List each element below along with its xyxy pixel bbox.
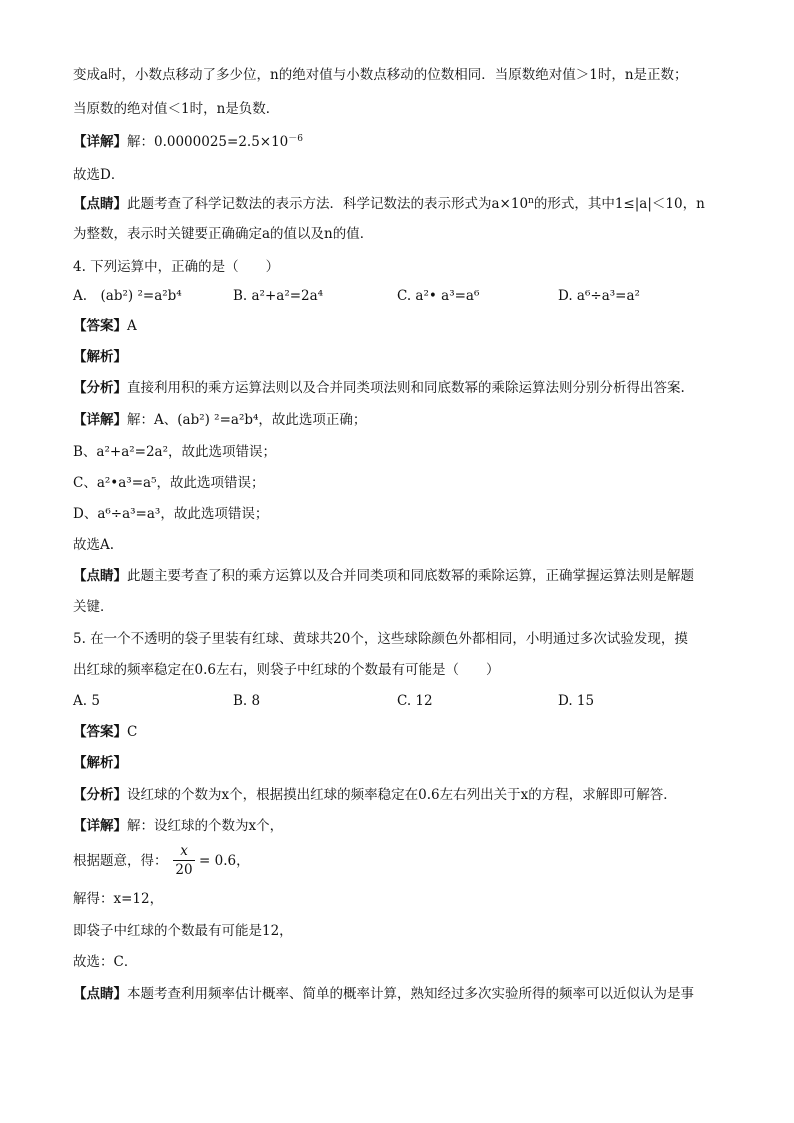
question-5: 5. 在一个不透明的袋子里装有红球、黄球共20个，这些球除颜色外都相同，小明通过多次试验发现，摸 <box>73 631 688 647</box>
answer-line: 【答案】C <box>73 724 138 740</box>
option-b: B. 8 <box>233 693 261 709</box>
text-line: B、a²+a²=2a²，故此选项错误； <box>73 444 277 460</box>
remark-line: 【点睛】此题考查了科学记数法的表示方法．科学记数法的表示形式为$a\times 10^n$的形式，其中1≤|a|＜10，n <box>73 196 705 212</box>
text-line: 故选D． <box>73 167 125 183</box>
text-line: D、a⁶÷a³=a³，故此选项错误； <box>73 506 269 522</box>
option-b: B. a²+a²=2a⁴ <box>233 288 324 304</box>
option-d: D. a⁶÷a³=a² <box>558 288 640 304</box>
remark-line: 【点睛】此题主要考查了积的乘方运算以及合并同类项和同底数幂的乘除运算，正确掌握运算法则是解题 <box>73 568 694 584</box>
text-line: C、a²•a³=a⁵，故此选项错误； <box>73 475 265 491</box>
detail-line: 【详解】解：$0.0000025=2.5\times 10^{-6}$ <box>73 134 304 150</box>
analysis-line: 【分析】直接利用积的乘方运算法则以及合并同类项法则和同底数幂的乘除运算法则分别分析得出答案. <box>73 380 685 396</box>
remark-line: 【点睛】本题考查利用频率估计概率、简单的概率计算，熟知经过多次实验所得的频率可以近似认为是事 <box>73 986 694 1002</box>
option-d: D. 15 <box>558 693 595 709</box>
question-4: 4. 下列运算中，正确的是（ ） <box>73 259 280 275</box>
text-line: 为整数，表示时关键要正确确定a的值以及n的值． <box>73 226 374 242</box>
fraction-bar <box>173 860 195 861</box>
analysis-line: 【分析】设红球的个数为x个，根据摸出红球的频率稳定在0.6左右列出关于x的方程，求解即可解答． <box>73 787 677 803</box>
option-a: A. 5 <box>73 693 100 709</box>
option-c: C. 12 <box>397 693 433 709</box>
text-line: 当原数的绝对值＜1时，n是负数． <box>73 101 280 117</box>
text-line: 出红球的频率稳定在0.6左右，则袋子中红球的个数最有可能是（ ） <box>73 662 500 678</box>
fraction <box>173 843 195 878</box>
fraction-numerator: x <box>180 843 188 859</box>
analysis-heading: 【解析】 <box>73 755 127 771</box>
detail-line: 【详解】解：设红球的个数为x个， <box>73 818 284 834</box>
text-line: 即袋子中红球的个数最有可能是12， <box>73 923 293 939</box>
equation-prefix: 根据题意，得： <box>73 853 168 869</box>
answer-line: 【答案】A <box>73 318 137 334</box>
text-line: 故选A. <box>73 537 115 553</box>
option-a: A. (ab²) ²=a²b⁴ <box>73 288 182 304</box>
option-c: C. a²• a³=a⁶ <box>397 288 480 304</box>
text-line: 关键． <box>73 599 114 615</box>
equation-rest: = 0.6， <box>199 853 250 869</box>
text-line: 解得：x=12， <box>73 891 164 907</box>
text-line: 变成a时，小数点移动了多少位，n的绝对值与小数点移动的位数相同．当原数绝对值＞1时，n是正数； <box>73 67 688 83</box>
fraction-denominator: 20 <box>175 862 193 878</box>
text-line: 故选：C． <box>73 954 138 970</box>
analysis-heading: 【解析】 <box>73 349 127 365</box>
detail-line: 【详解】解：A、(ab²) ²=a²b⁴，故此选项正确； <box>73 412 367 428</box>
